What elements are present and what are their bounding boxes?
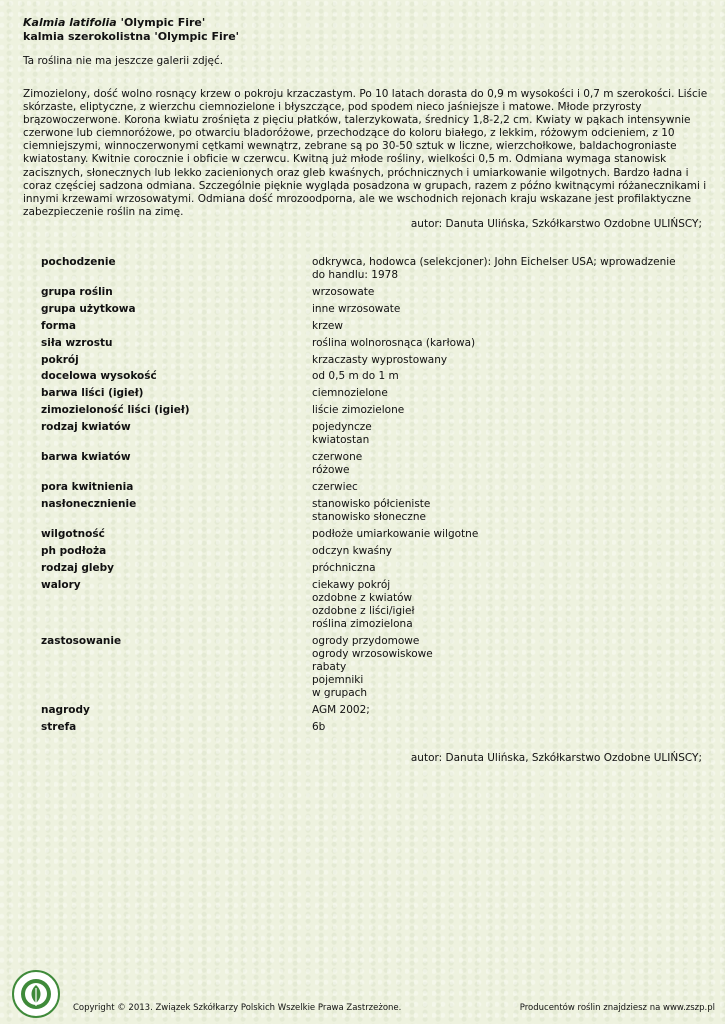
property-label: grupa roślin [41, 285, 113, 298]
property-row [41, 704, 681, 717]
property-value: inne wrzosowate [312, 302, 401, 315]
property-label: nagrody [41, 704, 90, 717]
property-values [312, 404, 681, 417]
property-label: zastosowanie [41, 634, 122, 647]
property-value: ciemnozielone [312, 387, 388, 400]
property-label: pochodzenie [41, 256, 116, 268]
property-values [312, 545, 681, 558]
property-values [312, 635, 681, 700]
property-label: grupa użytkowa [41, 302, 136, 315]
property-label: barwa liści (igieł) [41, 387, 144, 400]
property-label: wilgotność [41, 527, 105, 540]
property-row [41, 579, 681, 631]
property-value: AGM 2002; [312, 704, 370, 717]
property-values [312, 256, 681, 282]
property-row [41, 451, 681, 477]
property-value: czerwiec [312, 481, 358, 494]
copyright-text: Copyright © 2013. Związek Szkółkarzy Polskich Wszelkie Prawa Zastrzeżone. [73, 1003, 402, 1013]
property-row [41, 421, 681, 447]
property-row [41, 545, 681, 558]
property-value: ogrody wrzosowiskowe [312, 647, 433, 660]
property-label: zimozieloność liści (igieł) [41, 404, 190, 417]
property-value: rabaty [312, 660, 347, 673]
property-label: pokrój [41, 353, 79, 366]
property-row [41, 303, 681, 316]
property-row [41, 635, 681, 700]
property-row [41, 354, 681, 367]
property-label: ph podłoża [41, 544, 107, 557]
property-label: forma [41, 319, 76, 332]
property-value: roślina zimozielona [312, 617, 413, 630]
property-label: strefa [41, 720, 77, 733]
property-value: podłoże umiarkowanie wilgotne [312, 527, 479, 540]
property-value: próchniczna [312, 561, 376, 574]
property-row [41, 721, 681, 734]
property-value: pojedyncze [312, 421, 372, 434]
property-value: stanowisko słoneczne [312, 511, 426, 524]
plant-title [23, 16, 239, 44]
property-row [41, 404, 681, 417]
property-value: pojemniki [312, 674, 364, 687]
property-values [312, 721, 681, 734]
property-row [41, 286, 681, 299]
zszp-logo[interactable] [12, 970, 60, 1018]
property-value: 6b [312, 720, 326, 733]
property-values [312, 562, 681, 575]
property-row [41, 320, 681, 333]
property-value: od 0,5 m do 1 m [312, 370, 399, 383]
property-row [41, 337, 681, 350]
property-value: ogrody przydomowe [312, 634, 420, 647]
author-credit-top: autor: Danuta Ulińska, Szkółkarstwo Ozdobne ULIŃSCY; [410, 218, 702, 230]
property-label: docelowa wysokość [41, 370, 157, 383]
property-value: roślina wolnorosnąca (karłowa) [312, 336, 476, 349]
property-value: wrzosowate [312, 285, 375, 298]
property-value: ozdobne z kwiatów [312, 591, 413, 604]
property-values [312, 421, 681, 447]
property-label: siła wzrostu [41, 336, 113, 349]
property-values [312, 303, 681, 316]
property-value: ciekawy pokrój [312, 578, 391, 591]
plant-description: Zimozielony, dość wolno rosnący krzew o pokroju krzaczastym. Po 10 latach dorasta do 0,9 m wysokości i 0,7 m szerokości. Liście skórzaste, eliptyczne, z wierzchu ciemnozielone i błyszczące, pod spodem nieco jaśniejsze i matowe. Młode przyrosty brązowoczerwone. Korona kwiatu zrośnięta z pięciu płatków, talerzykowata, średnicy 1,8-2,2 cm. Kwiaty w pąkach intensywnie czerwone lub ciemnoróżowe, po otwarciu bladoróżowe, przechodzące do koloru białego, z lekkim, różowym odcieniem, z 10 ciemniejszymi, winnoczerwonymi cętkami wewnątrz, zebrane są po 30-50 sztuk w liczne, wierzchołkowe, baldachogroniaste kwiatostany. Kwitnie corocznie i obficie w czerwcu. Kwitną już młode rośliny, wielkości 0,5 m. Odmiana wymaga stanowisk zacisznych, słonecznych lub lekko zacienionych oraz gleb kwaśnych, próchnicznych i umiarkowanie wilgotnych. Bardzo ładna i coraz częściej sadzona odmiana. Szczególnie pięknie wygląda posadzona w grupach, razem z późno kwitnącymi różanecznikami i innymi krzewami wrzosowatymi. Odmiana dość mrozoodporna, ale we wschodnich rejonach kraju wskazane jest profilaktyczne zabezpieczenie roślin na zimę. [23, 88, 708, 218]
property-value: odkrywca, hodowca (selekcjoner): John Eichelser USA; wprowadzenie do handlu: 1978 [312, 256, 676, 282]
no-gallery-note: Ta roślina nie ma jeszcze galerii zdjęć. [23, 55, 224, 67]
property-value: kwiatostan [312, 434, 370, 447]
property-value: czerwone [312, 451, 363, 464]
property-row [41, 370, 681, 383]
property-label: pora kwitnienia [41, 481, 134, 494]
property-label: rodzaj gleby [41, 561, 114, 574]
property-values [312, 387, 681, 400]
property-values [312, 498, 681, 524]
property-values [312, 354, 681, 367]
latin-name: Kalmia latifolia [23, 16, 117, 29]
property-values [312, 451, 681, 477]
property-row [41, 498, 681, 524]
property-value: krzew [312, 319, 343, 332]
property-values [312, 337, 681, 350]
property-values [312, 579, 681, 631]
property-label: walory [41, 578, 81, 591]
property-row [41, 528, 681, 541]
producers-link[interactable]: Producentów roślin znajdziesz na www.zszp.pl [519, 1003, 715, 1013]
property-value: stanowisko półcieniste [312, 497, 431, 510]
property-row [41, 387, 681, 400]
property-values [312, 370, 681, 383]
property-value: liście zimozielone [312, 404, 405, 417]
property-label: nasłonecznienie [41, 497, 137, 510]
property-row [41, 481, 681, 494]
property-values [312, 320, 681, 333]
cultivar-name: 'Olympic Fire' [120, 16, 206, 29]
property-values [312, 528, 681, 541]
polish-name: kalmia szerokolistna 'Olympic Fire' [23, 30, 240, 43]
property-row [41, 562, 681, 575]
property-label: barwa kwiatów [41, 451, 131, 464]
property-row [41, 256, 681, 282]
property-values [312, 481, 681, 494]
property-values [312, 286, 681, 299]
author-credit-bottom: autor: Danuta Ulińska, Szkółkarstwo Ozdobne ULIŃSCY; [410, 752, 702, 764]
property-values [312, 704, 681, 717]
properties-table [41, 256, 681, 738]
property-value: w grupach [312, 687, 368, 700]
property-value: ozdobne z liści/igieł [312, 604, 415, 617]
property-value: odczyn kwaśny [312, 544, 393, 557]
property-value: różowe [312, 464, 350, 477]
property-label: rodzaj kwiatów [41, 421, 131, 434]
property-value: krzaczasty wyprostowany [312, 353, 448, 366]
